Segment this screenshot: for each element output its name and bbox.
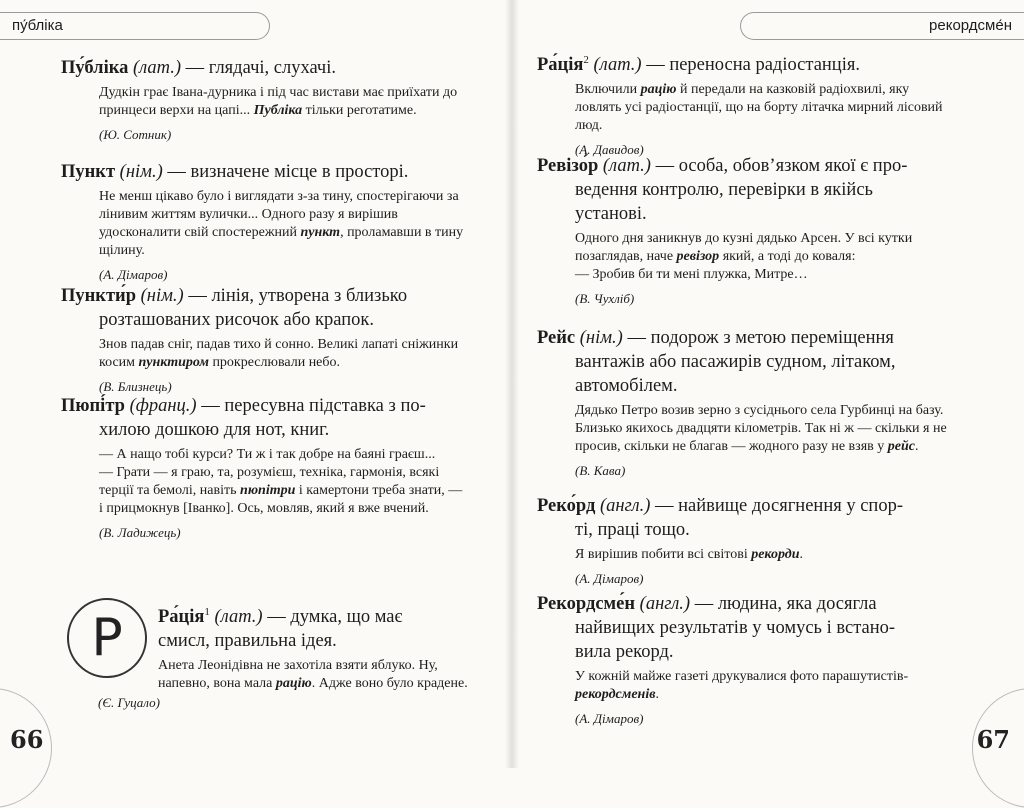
entry-punkt [61, 160, 469, 283]
entry-quote: Включили рацію й передали на казковій радіохвилі, яку ловлять усі радіостанції, що на борту літачка мирний лісовий люд. [575, 82, 943, 134]
entry-headline: Рекордсме́н (англ.) — людина, яка досягла найвищих результатів у чомусь і встано- вила рекорд. [537, 594, 896, 662]
entry-headline: Пюпі́тр (франц.) — пересувна підставка з по- хилою дошкою для нот, книг. [61, 396, 426, 440]
entry-ratsiya-2 [537, 48, 957, 158]
entry-author: (В. Ладижець) [99, 525, 181, 540]
entry-pyupitr [61, 394, 469, 541]
entry-ratsiya-1 [98, 600, 470, 711]
entry-author: (А. Дімаров) [575, 711, 644, 726]
entry-quote: Я вирішив побити всі світові рекорди. [575, 547, 804, 562]
entry-headline: Реко́рд (англ.) — найвище досягнення у спор- ті, праці тощо. [537, 496, 903, 540]
entry-author: (А. Дімаров) [575, 571, 644, 586]
entry-quote: Дядько Петро возив зерно з сусіднього села Гурбинці на базу. Близько якихось двадцяти кілометрів. Так ні ж — скільки я не просив, скільки не благав — жодного разу не взяв у рейс. [575, 403, 947, 454]
entry-quote: Одного дня заникнув до кузні дядько Арсен. У всі кутки позаглядав, наче ревізор який, а тоді до коваля: — Зробив би ти мені плужка, Митре… [575, 231, 913, 282]
letter-r-icon: Р [67, 598, 147, 678]
entry-author: (В. Кава) [575, 463, 626, 478]
entry-punktyr [61, 284, 469, 395]
left-page [0, 0, 512, 768]
entry-headline: Пункт (нім.) — визначене місце в просторі. [61, 162, 409, 182]
entry-headline: Ра́ція$^2$ (лат.) — переносна радіостанція. [537, 54, 860, 76]
entry-author: (Є. Гуцало) [98, 695, 160, 711]
entry-quote: Анета Леонідівна не захотіла взяти яблуко. Ну, напевно, вона мала рацію. Адже воно було крадене. [158, 658, 468, 692]
entry-publika [61, 56, 469, 143]
entry-headline: Рейс (нім.) — подорож з метою переміщення вантажів або пасажирів судном, літаком, автомобілем. [537, 328, 896, 396]
entry-author: (В. Близнець) [99, 379, 172, 394]
entry-author: (А. Дімаров) [99, 267, 168, 282]
page-number-right: 67 [976, 725, 1010, 754]
running-header-right: рекордсме́н [740, 12, 1024, 40]
entry-rekordsmen [537, 592, 957, 727]
entry-author: (А. Давидов) [575, 142, 644, 158]
entry-headline: Пункти́р (нім.) — лінія, утворена з близько розташованих рисочок або крапок. [61, 286, 408, 330]
entry-reys [537, 326, 957, 479]
entry-headline: Ревізо́р (лат.) — особа, обов’язком якої є про- ведення контролю, перевірки в якійсь установі. [537, 156, 908, 224]
entry-quote: Знов падав сніг, падав тихо й сонно. Великі лапаті сніжинки косим пунктиром прокреслювали небо. [99, 337, 459, 370]
page-number-left: 66 [10, 725, 44, 754]
entry-author: (Ю. Сотник) [99, 127, 172, 142]
entry-quote: — А нащо тобі курси? Ти ж і так добре на баяні граєш... — Грати — я граю, та, розумієш, техніка, гармонія, всякі терції та бемолі, навіть пюпітри і камертони треба знати, — і прицмокнув [Іванко]. Ось, мовляв, який я вже вчений. [99, 447, 463, 516]
running-header-left: пу́бліка [0, 12, 270, 40]
entry-headline: Пу́бліка (лат.) — глядачі, слухачі. [61, 58, 337, 78]
entry-revizor [537, 154, 957, 307]
entry-quote: Дудкін грає Івана-дурника і під час вистави має приїхати до принцеси верхи на цапі... Публіка тільки реготатиме. [99, 85, 458, 118]
right-page [512, 0, 1024, 768]
entry-quote: Не менш цікаво було і виглядати з-за тину, спостерігаючи за лінивим життям вулички... Одного разу я вирішив удосконалити свій спостережний пункт, проламавши в тину щілину. [99, 189, 464, 258]
entry-headline: Ра́ція$^1$ (лат.) — думка, що має смисл, правильна ідея. [158, 606, 403, 652]
entry-quote: У кожній майже газеті друкувалися фото парашутистів-рекордсменів. [575, 669, 909, 702]
entry-rekord [537, 494, 957, 587]
entry-author: (В. Чухліб) [575, 291, 635, 306]
